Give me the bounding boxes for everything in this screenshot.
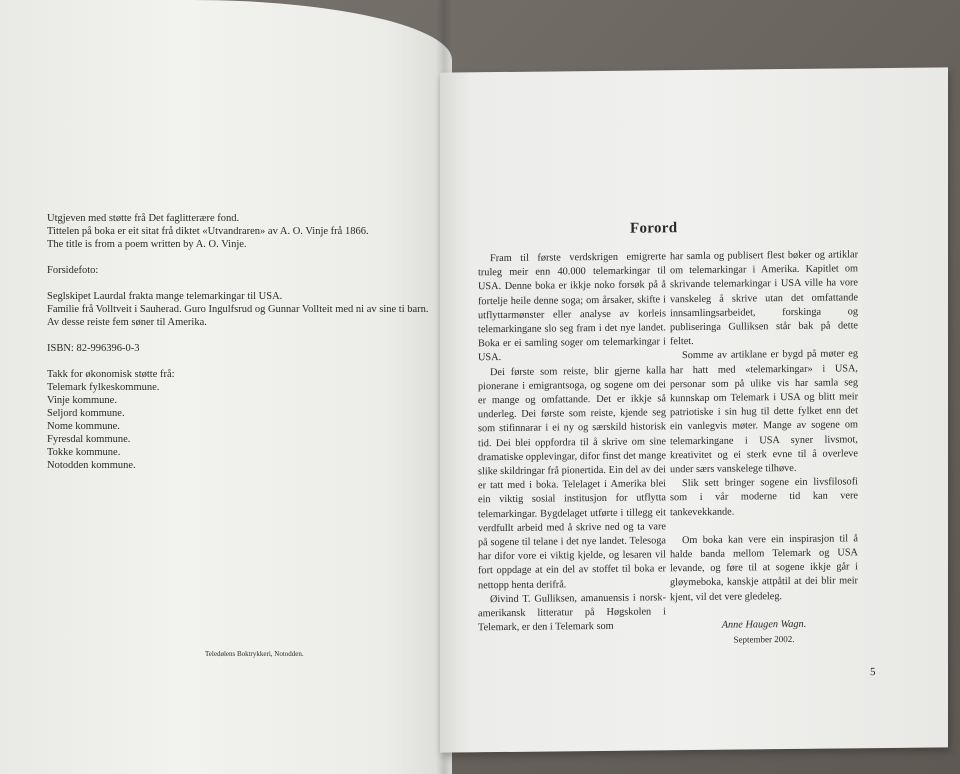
signature <box>670 617 858 647</box>
thanks-item: Telemark fylkeskommune. <box>47 382 160 393</box>
cover-line: Seglskipet Laurdal frakta mange telemarkingar til USA. <box>47 291 283 302</box>
paragraph: har samla og publisert flest bøker og artiklar om telemarkingar i Amerika. Kapitlet om skrivande telemarkingar i USA ville ha vore vanskeleg å skrive utan det omfattande innsamlingsarbeidet, forskinga og publiseringa Gulliksen står bak på dette feltet. <box>670 249 858 348</box>
page-number: 5 <box>870 666 876 679</box>
imprint-line: Utgjeven med støtte frå Det faglitterære fond. <box>47 213 240 224</box>
isbn: ISBN: 82-996396-0-3 <box>47 343 140 354</box>
paragraph: Om boka kan vere ein inspirasjon til å halde banda mellom Telemark og USA levande, og føre til at sogene ikkje går i gløymeboka, kanskje attpåtil at dei blir meir kjent, vil det vere gledeleg. <box>670 533 858 603</box>
right-page <box>440 67 948 752</box>
paragraph: Slik sett bringer sogene ein livsfilosofi som i vår moderne tid kan vere tankevekkande. <box>670 476 858 518</box>
thanks-label: Takk for økonomisk støtte frå: <box>47 369 175 380</box>
imprint-text <box>47 212 447 472</box>
text-column-right <box>670 248 858 647</box>
thanks-item: Vinje kommune. <box>47 395 117 406</box>
left-page <box>0 0 452 774</box>
page-title: Forord <box>630 220 678 237</box>
cover-photo-label: Forsidefoto: <box>47 265 99 276</box>
signature-date: September 2002. <box>733 634 795 645</box>
paragraph: Dei første som reiste, blir gjerne kalla pionerane i emigrantsoga, og sogene om dei er mange og omfattande. Det er ikkje så underleg. Dei første som reiste, kjende seg som stifinnarar i ei ny og særskild historisk tid. Dei blei oppfordra til å skrive om sine dramatiske opplevingar, difor finst det mange slike skildringar frå pionertida. Ein del av dei er tatt med i boka. Telelaget i Amerika blei ein viktig sosial institusjon for utflytta telemarkingar. Bygdelaget utførte i tillegg eit verdfullt arbeid med å skrive ned og ta vare på sogene til telane i det nye landet. Telesoga har difor vore ei viktig kjelde, og lesaren vil fort oppdage at ein del av stoffet til boka er nettopp henta derifrå. <box>478 364 666 591</box>
thanks-item: Fyresdal kommune. <box>47 434 131 445</box>
paragraph: Somme av artiklane er bygd på møter eg har hatt med «telemarkingar» i USA, personar som på ulike vis har samla seg kunnskap om Telemark i USA og blitt meir patriotiske i sin hug til dette fylket enn det ein vanlegvis møter. Mange av sogene om telemarkingane i USA syner livsmot, kreativitet og ei sterk evne til å overleve under særs vanskelege tilhøve. <box>670 348 858 476</box>
text-column-left <box>478 250 666 635</box>
printer-credit: Teledølens Boktrykkeri, Notodden. <box>205 650 304 658</box>
signature-name: Anne Haugen Wagn. <box>721 618 807 631</box>
thanks-item: Seljord kommune. <box>47 408 125 419</box>
thanks-item: Nome kommune. <box>47 421 120 432</box>
cover-line: Familie frå Volltveit i Sauherad. Guro Ingulfsrud og Gunnar Vollteit med ni av sine ti barn. <box>47 304 429 315</box>
paragraph: Øivind T. Gulliksen, amanuensis i norsk-amerikansk litteratur på Høgskolen i Telemark, er den i Telemark som <box>478 592 666 634</box>
imprint-line: Tittelen på boka er eit sitat frå diktet «Utvandraren» av A. O. Vinje frå 1866. <box>47 226 369 237</box>
paragraph: Fram til første verdskrigen emigrerte truleg meir enn 40.000 telemarkingar til USA. Denne boka er ikkje noko forsøk på å fortelje heile denne soga; om årsaker, skifte i utflyttarmønster eller analyse av korleis telemarkingane slo seg fram i det nye landet. Boka er ei samling soger om telemarkingar i USA. <box>478 251 666 364</box>
thanks-item: Notodden kommune. <box>47 460 136 471</box>
cover-line: Av desse reiste fem søner til Amerika. <box>47 317 207 328</box>
imprint-line: The title is from a poem written by A. O. Vinje. <box>47 239 247 250</box>
thanks-item: Tokke kommune. <box>47 447 121 458</box>
